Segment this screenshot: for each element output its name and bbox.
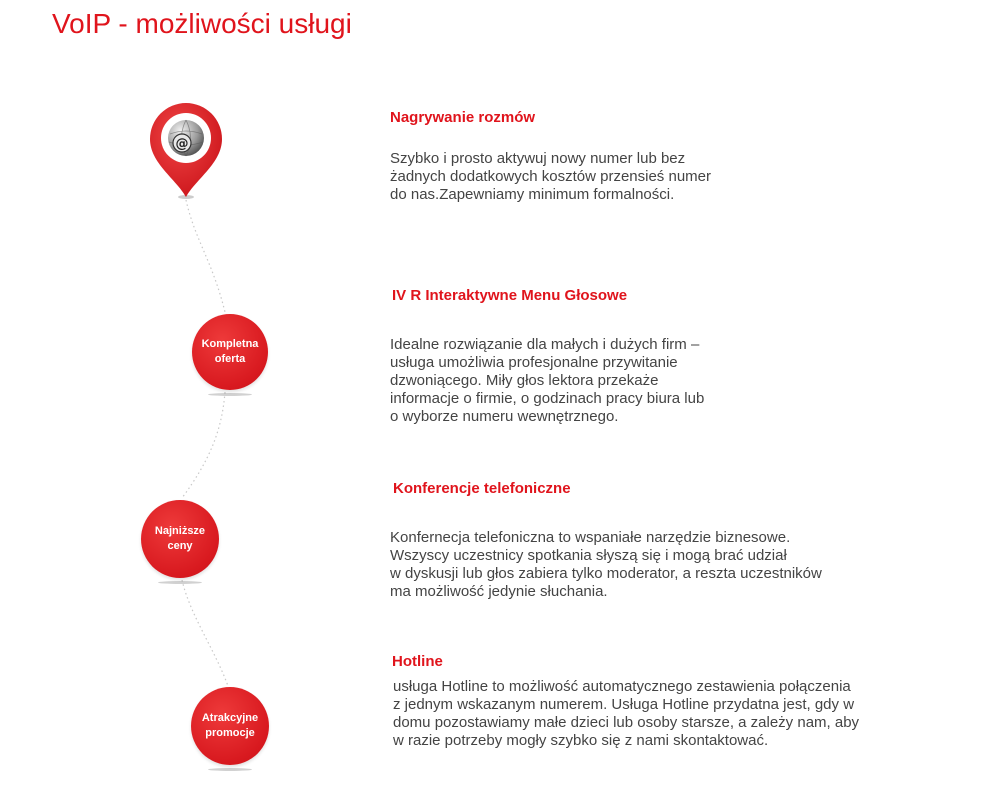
badge-label: Kompletna oferta bbox=[201, 338, 259, 365]
section-text-hotline: usługa Hotline to możliwość automatycznego zestawienia połączenia z jednym wskazanym numerem. Usługa Hotline przydatna jest, gdy w domu pozostawiamy małe dzieci lub osoby starsze, a zależy nam, aby w razie potrzeby mogły szybko się z nami skontaktować. bbox=[393, 678, 860, 749]
section-text-recording: Szybko i prosto aktywuj nowy numer lub bez żadnych dodatkowych kosztów przensieś numer do nas.Zapewniamy minimum formalności. bbox=[390, 150, 711, 203]
badge-attractive-promotions bbox=[191, 687, 269, 765]
section-text-conference: Konfernecja telefoniczna to wspaniałe narzędzie biznesowe. Wszyscy uczestnicy spotkania słyszą się i mogą brać udział w dyskusji lub głos zabiera tylko moderator, a reszta uczestników ma możliwość jedynie słuchania. bbox=[390, 529, 822, 600]
page-title: VoIP - możliwości usługi bbox=[52, 8, 352, 39]
badge-lowest-prices bbox=[141, 500, 219, 578]
globe-at-icon bbox=[168, 120, 204, 156]
section-text-ivr: Idealne rozwiązanie dla małych i dużych firm – usługa umożliwia profesjonalne przywitanie dzwoniącego. Miły głos lektora przekaże informacje o firmie, o godzinach pracy biura lub o wyborze numeru wewnętrznego. bbox=[390, 336, 705, 425]
section-title-conference: Konferencje telefoniczne bbox=[393, 480, 571, 497]
badge-label: Atrakcyjne promocje bbox=[201, 712, 259, 739]
section-title-hotline: Hotline bbox=[392, 653, 443, 670]
map-pin-icon bbox=[146, 101, 226, 201]
badge-complete-offer bbox=[192, 314, 268, 390]
section-title-recording: Nagrywanie rozmów bbox=[390, 109, 536, 126]
section-title-ivr: IV R Interaktywne Menu Głosowe bbox=[392, 287, 628, 304]
svg-text:@: @ bbox=[175, 136, 189, 152]
badge-label: Najniższe ceny bbox=[154, 525, 206, 552]
